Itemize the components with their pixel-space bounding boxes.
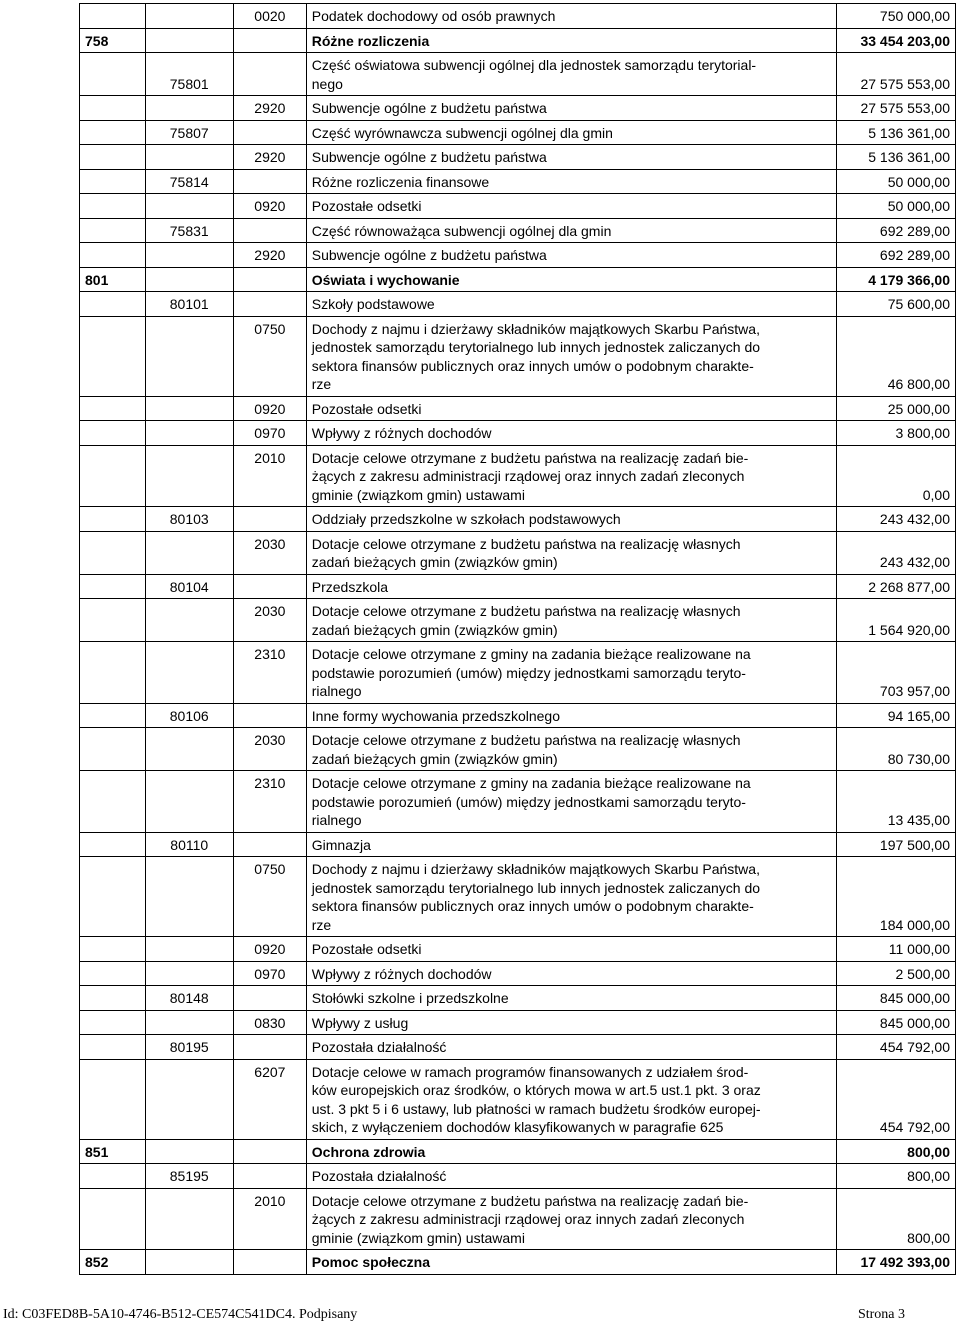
description-text: Pozostałe odsetki bbox=[311, 198, 422, 214]
dzial-cell bbox=[80, 728, 146, 771]
paragraf-cell: 0920 bbox=[233, 937, 306, 962]
dzial-cell bbox=[80, 243, 146, 268]
table-row-par bbox=[80, 421, 956, 446]
amount-cell: 46 800,00 bbox=[837, 316, 956, 396]
amount-cell: 50 000,00 bbox=[837, 194, 956, 219]
table-row-par bbox=[80, 771, 956, 833]
paragraf-cell: 2920 bbox=[233, 96, 306, 121]
dzial-cell bbox=[80, 194, 146, 219]
amount-cell: 454 792,00 bbox=[837, 1035, 956, 1060]
table-row-rozdz bbox=[80, 574, 956, 599]
amount-cell: 800,00 bbox=[837, 1188, 956, 1250]
rozdzial-cell bbox=[145, 961, 233, 986]
amount-cell: 5 136 361,00 bbox=[837, 120, 956, 145]
description-text: Dotacje celowe otrzymane z budżetu państwa na realizację własnych zadań bieżących gmin (związków gmin) bbox=[311, 535, 741, 570]
description-text: Dotacje celowe otrzymane z budżetu państwa na realizację zadań bie- żących z zakresu administracji rządowej oraz innych zadań zleconych gminie (związkom gmin) ustawami bbox=[311, 449, 749, 503]
paragraf-cell: 0970 bbox=[233, 421, 306, 446]
paragraf-cell: 2310 bbox=[233, 771, 306, 833]
rozdzial-cell: 80103 bbox=[145, 507, 233, 532]
description-text: Pozostała działalność bbox=[311, 1039, 447, 1055]
description-text: Ochrona zdrowia bbox=[311, 1143, 426, 1160]
dzial-cell bbox=[80, 507, 146, 532]
rozdzial-cell bbox=[145, 728, 233, 771]
description-cell bbox=[306, 53, 837, 96]
rozdzial-cell: 75801 bbox=[145, 53, 233, 96]
description-cell bbox=[306, 507, 837, 532]
amount-cell: 197 500,00 bbox=[837, 832, 956, 857]
paragraf-cell: 6207 bbox=[233, 1059, 306, 1139]
description-cell bbox=[306, 194, 837, 219]
table-row-par bbox=[80, 1010, 956, 1035]
table-row-rozdz bbox=[80, 703, 956, 728]
rozdzial-cell: 80104 bbox=[145, 574, 233, 599]
table-row-rozdz bbox=[80, 1164, 956, 1189]
rozdzial-cell: 80106 bbox=[145, 703, 233, 728]
paragraf-cell: 0920 bbox=[233, 396, 306, 421]
table-row-rozdz bbox=[80, 120, 956, 145]
paragraf-cell: 2010 bbox=[233, 1188, 306, 1250]
description-text: Oddziały przedszkolne w szkołach podstawowych bbox=[311, 511, 621, 527]
rozdzial-cell bbox=[145, 243, 233, 268]
amount-cell: 692 289,00 bbox=[837, 243, 956, 268]
dzial-cell bbox=[80, 986, 146, 1011]
paragraf-cell bbox=[233, 1164, 306, 1189]
description-text: Dochody z najmu i dzierżawy składników majątkowych Skarbu Państwa, jednostek samorządu terytorialnego lub innych jednostek zaliczanych do sektora finansów publicznych oraz innych umów o podobnym charakte- rze bbox=[311, 320, 761, 392]
description-cell bbox=[306, 4, 837, 29]
paragraf-cell bbox=[233, 703, 306, 728]
paragraf-cell: 0020 bbox=[233, 4, 306, 29]
table-row-par bbox=[80, 599, 956, 642]
description-cell bbox=[306, 96, 837, 121]
table-row-rozdz bbox=[80, 832, 956, 857]
description-cell bbox=[306, 1059, 837, 1139]
dzial-cell: 851 bbox=[80, 1139, 146, 1164]
paragraf-cell bbox=[233, 507, 306, 532]
dzial-cell bbox=[80, 703, 146, 728]
description-text: Subwencje ogólne z budżetu państwa bbox=[311, 247, 547, 263]
paragraf-cell: 0750 bbox=[233, 316, 306, 396]
paragraf-cell bbox=[233, 1139, 306, 1164]
rozdzial-cell: 85195 bbox=[145, 1164, 233, 1189]
table-row-dz bbox=[80, 267, 956, 292]
description-text: Subwencje ogólne z budżetu państwa bbox=[311, 100, 547, 116]
description-text: Część równoważąca subwencji ogólnej dla gmin bbox=[311, 222, 612, 239]
dzial-cell bbox=[80, 120, 146, 145]
table-row-par bbox=[80, 96, 956, 121]
amount-cell: 27 575 553,00 bbox=[837, 96, 956, 121]
amount-cell: 50 000,00 bbox=[837, 169, 956, 194]
table-row-par bbox=[80, 243, 956, 268]
table-row-dz bbox=[80, 28, 956, 53]
description-text: Dotacje celowe otrzymane z budżetu państwa na realizację własnych zadań bieżących gmin (związków gmin) bbox=[311, 732, 741, 767]
description-cell bbox=[306, 832, 837, 857]
rozdzial-cell: 75831 bbox=[145, 218, 233, 243]
description-cell bbox=[306, 642, 837, 704]
rozdzial-cell bbox=[145, 96, 233, 121]
dzial-cell bbox=[80, 316, 146, 396]
dzial-cell bbox=[80, 642, 146, 704]
rozdzial-cell bbox=[145, 642, 233, 704]
description-text: Dotacje celowe otrzymane z budżetu państwa na realizację własnych zadań bieżących gmin (związków gmin) bbox=[311, 603, 741, 638]
description-text: Podatek dochodowy od osób prawnych bbox=[311, 8, 556, 24]
amount-cell: 692 289,00 bbox=[837, 218, 956, 243]
description-text: Dochody z najmu i dzierżawy składników majątkowych Skarbu Państwa, jednostek samorządu terytorialnego lub innych jednostek zaliczanych do sektora finansów publicznych oraz innych umów o podobnym charakte- rze bbox=[311, 861, 761, 933]
description-cell bbox=[306, 421, 837, 446]
amount-cell: 845 000,00 bbox=[837, 986, 956, 1011]
description-cell bbox=[306, 574, 837, 599]
dzial-cell bbox=[80, 145, 146, 170]
paragraf-cell bbox=[233, 218, 306, 243]
table-row-rozdz bbox=[80, 169, 956, 194]
amount-cell: 800,00 bbox=[837, 1139, 956, 1164]
description-text: Różne rozliczenia finansowe bbox=[311, 173, 490, 190]
amount-cell: 454 792,00 bbox=[837, 1059, 956, 1139]
paragraf-cell: 2310 bbox=[233, 642, 306, 704]
description-text: Dotacje celowe otrzymane z gminy na zadania bieżące realizowane na podstawie porozumień (umów) między jednostkami samorządu teryto- rialnego bbox=[311, 775, 751, 828]
rozdzial-cell bbox=[145, 396, 233, 421]
description-cell bbox=[306, 531, 837, 574]
paragraf-cell bbox=[233, 1250, 306, 1275]
amount-cell: 243 432,00 bbox=[837, 531, 956, 574]
dzial-cell: 758 bbox=[80, 28, 146, 53]
dzial-cell bbox=[80, 218, 146, 243]
rozdzial-cell: 80101 bbox=[145, 292, 233, 317]
table-row-par bbox=[80, 531, 956, 574]
paragraf-cell bbox=[233, 986, 306, 1011]
description-cell bbox=[306, 445, 837, 507]
description-cell bbox=[306, 1188, 837, 1250]
rozdzial-cell bbox=[145, 4, 233, 29]
dzial-cell: 852 bbox=[80, 1250, 146, 1275]
dzial-cell bbox=[80, 96, 146, 121]
paragraf-cell: 0750 bbox=[233, 857, 306, 937]
amount-cell: 80 730,00 bbox=[837, 728, 956, 771]
description-cell bbox=[306, 396, 837, 421]
amount-cell: 13 435,00 bbox=[837, 771, 956, 833]
description-text: Wpływy z różnych dochodów bbox=[311, 425, 492, 441]
description-cell bbox=[306, 292, 837, 317]
description-text: Część wyrównawcza subwencji ogólnej dla gmin bbox=[311, 124, 613, 141]
dzial-cell bbox=[80, 53, 146, 96]
description-cell bbox=[306, 243, 837, 268]
amount-cell: 17 492 393,00 bbox=[837, 1250, 956, 1275]
table-row-dz bbox=[80, 1250, 956, 1275]
table-row-par bbox=[80, 1059, 956, 1139]
dzial-cell bbox=[80, 396, 146, 421]
rozdzial-cell bbox=[145, 771, 233, 833]
dzial-cell: 801 bbox=[80, 267, 146, 292]
dzial-cell bbox=[80, 1164, 146, 1189]
description-cell bbox=[306, 937, 837, 962]
paragraf-cell: 2030 bbox=[233, 531, 306, 574]
table-row-par bbox=[80, 194, 956, 219]
description-text: Różne rozliczenia bbox=[311, 32, 430, 49]
table-row-par bbox=[80, 316, 956, 396]
description-cell bbox=[306, 771, 837, 833]
description-text: Szkoły podstawowe bbox=[311, 296, 435, 312]
amount-cell: 33 454 203,00 bbox=[837, 28, 956, 53]
amount-cell: 0,00 bbox=[837, 445, 956, 507]
description-cell bbox=[306, 703, 837, 728]
paragraf-cell: 2030 bbox=[233, 728, 306, 771]
rozdzial-cell bbox=[145, 599, 233, 642]
amount-cell: 27 575 553,00 bbox=[837, 53, 956, 96]
document-id-text: Id: C03FED8B-5A10-4746-B512-CE574C541DC4. Podpisany bbox=[3, 1307, 358, 1322]
amount-cell: 2 268 877,00 bbox=[837, 574, 956, 599]
rozdzial-cell: 80195 bbox=[145, 1035, 233, 1060]
paragraf-cell bbox=[233, 574, 306, 599]
rozdzial-cell bbox=[145, 1059, 233, 1139]
paragraf-cell: 0970 bbox=[233, 961, 306, 986]
dzial-cell bbox=[80, 169, 146, 194]
rozdzial-cell bbox=[145, 857, 233, 937]
table-row-par bbox=[80, 396, 956, 421]
dzial-cell bbox=[80, 771, 146, 833]
dzial-cell bbox=[80, 4, 146, 29]
description-cell bbox=[306, 1164, 837, 1189]
page-footer bbox=[0, 1307, 960, 1325]
rozdzial-cell bbox=[145, 316, 233, 396]
description-text: Wpływy z usług bbox=[311, 1014, 409, 1031]
rozdzial-cell bbox=[145, 194, 233, 219]
rozdzial-cell bbox=[145, 267, 233, 292]
description-cell bbox=[306, 599, 837, 642]
amount-cell: 750 000,00 bbox=[837, 4, 956, 29]
description-cell bbox=[306, 267, 837, 292]
paragraf-cell: 0830 bbox=[233, 1010, 306, 1035]
rozdzial-cell: 80110 bbox=[145, 832, 233, 857]
dzial-cell bbox=[80, 421, 146, 446]
dzial-cell bbox=[80, 1059, 146, 1139]
paragraf-cell: 0920 bbox=[233, 194, 306, 219]
description-text: Gimnazja bbox=[311, 836, 371, 853]
paragraf-cell bbox=[233, 832, 306, 857]
amount-cell: 1 564 920,00 bbox=[837, 599, 956, 642]
amount-cell: 11 000,00 bbox=[837, 937, 956, 962]
rozdzial-cell bbox=[145, 445, 233, 507]
dzial-cell bbox=[80, 857, 146, 937]
amount-cell: 703 957,00 bbox=[837, 642, 956, 704]
table-row-rozdz bbox=[80, 986, 956, 1011]
description-cell bbox=[306, 1035, 837, 1060]
table-row-par bbox=[80, 445, 956, 507]
paragraf-cell bbox=[233, 292, 306, 317]
table-row-dz bbox=[80, 1139, 956, 1164]
paragraf-cell: 2920 bbox=[233, 243, 306, 268]
paragraf-cell bbox=[233, 1035, 306, 1060]
rozdzial-cell bbox=[145, 937, 233, 962]
amount-cell: 3 800,00 bbox=[837, 421, 956, 446]
description-cell bbox=[306, 145, 837, 170]
description-text: Część oświatowa subwencji ogólnej dla jednostek samorządu terytorial- nego bbox=[311, 57, 757, 92]
dzial-cell bbox=[80, 1010, 146, 1035]
rozdzial-cell bbox=[145, 28, 233, 53]
paragraf-cell: 2920 bbox=[233, 145, 306, 170]
rozdzial-cell bbox=[145, 1188, 233, 1250]
table-row-par bbox=[80, 961, 956, 986]
description-cell bbox=[306, 316, 837, 396]
description-cell bbox=[306, 28, 837, 53]
description-cell bbox=[306, 1010, 837, 1035]
description-cell bbox=[306, 857, 837, 937]
paragraf-cell bbox=[233, 267, 306, 292]
dzial-cell bbox=[80, 292, 146, 317]
rozdzial-cell: 75814 bbox=[145, 169, 233, 194]
rozdzial-cell bbox=[145, 145, 233, 170]
description-text: Dotacje celowe otrzymane z gminy na zadania bieżące realizowane na podstawie porozumień (umów) między jednostkami samorządu teryto- rialnego bbox=[311, 646, 751, 699]
amount-cell: 845 000,00 bbox=[837, 1010, 956, 1035]
dzial-cell bbox=[80, 574, 146, 599]
rozdzial-cell bbox=[145, 1010, 233, 1035]
dzial-cell bbox=[80, 531, 146, 574]
rozdzial-cell: 75807 bbox=[145, 120, 233, 145]
dzial-cell bbox=[80, 937, 146, 962]
amount-cell: 94 165,00 bbox=[837, 703, 956, 728]
table-row-par bbox=[80, 728, 956, 771]
amount-cell: 75 600,00 bbox=[837, 292, 956, 317]
table-row-par bbox=[80, 857, 956, 937]
description-text: Stołówki szkolne i przedszkolne bbox=[311, 990, 509, 1006]
rozdzial-cell: 80148 bbox=[145, 986, 233, 1011]
rozdzial-cell bbox=[145, 1250, 233, 1275]
description-cell bbox=[306, 1139, 837, 1164]
table-row-par bbox=[80, 642, 956, 704]
table-row-rozdz bbox=[80, 507, 956, 532]
amount-cell: 5 136 361,00 bbox=[837, 145, 956, 170]
dzial-cell bbox=[80, 1035, 146, 1060]
description-cell bbox=[306, 1250, 837, 1275]
description-cell bbox=[306, 961, 837, 986]
dzial-cell bbox=[80, 961, 146, 986]
table-row-rozdz bbox=[80, 218, 956, 243]
description-cell bbox=[306, 169, 837, 194]
amount-cell: 800,00 bbox=[837, 1164, 956, 1189]
amount-cell: 25 000,00 bbox=[837, 396, 956, 421]
description-cell bbox=[306, 986, 837, 1011]
table-row-par bbox=[80, 1188, 956, 1250]
description-text: Pomoc społeczna bbox=[311, 1254, 431, 1270]
budget-income-table bbox=[79, 3, 956, 1275]
budget-table-body bbox=[80, 4, 956, 1275]
amount-cell: 4 179 366,00 bbox=[837, 267, 956, 292]
rozdzial-cell bbox=[145, 421, 233, 446]
table-row-par bbox=[80, 4, 956, 29]
description-text: Subwencje ogólne z budżetu państwa bbox=[311, 149, 547, 165]
paragraf-cell bbox=[233, 53, 306, 96]
amount-cell: 243 432,00 bbox=[837, 507, 956, 532]
amount-cell: 184 000,00 bbox=[837, 857, 956, 937]
amount-cell: 2 500,00 bbox=[837, 961, 956, 986]
description-text: Pozostałe odsetki bbox=[311, 400, 422, 417]
description-text: Pozostałe odsetki bbox=[311, 941, 422, 957]
paragraf-cell bbox=[233, 120, 306, 145]
description-text: Wpływy z różnych dochodów bbox=[311, 965, 492, 982]
table-row-rozdz bbox=[80, 1035, 956, 1060]
description-cell bbox=[306, 218, 837, 243]
paragraf-cell bbox=[233, 28, 306, 53]
dzial-cell bbox=[80, 599, 146, 642]
dzial-cell bbox=[80, 445, 146, 507]
description-cell bbox=[306, 728, 837, 771]
table-row-par bbox=[80, 937, 956, 962]
description-text: Pozostała działalność bbox=[311, 1168, 447, 1184]
rozdzial-cell bbox=[145, 531, 233, 574]
description-text: Dotacje celowe otrzymane z budżetu państwa na realizację zadań bie- żących z zakresu administracji rządowej oraz innych zadań zleconych gminie (związkom gmin) ustawami bbox=[311, 1192, 749, 1246]
paragraf-cell bbox=[233, 169, 306, 194]
table-row-rozdz bbox=[80, 53, 956, 96]
description-text: Inne formy wychowania przedszkolnego bbox=[311, 707, 561, 724]
page-number: Strona 3 bbox=[857, 1307, 905, 1322]
dzial-cell bbox=[80, 1188, 146, 1250]
table-row-par bbox=[80, 145, 956, 170]
description-cell bbox=[306, 120, 837, 145]
paragraf-cell: 2030 bbox=[233, 599, 306, 642]
description-text: Oświata i wychowanie bbox=[311, 271, 460, 288]
table-row-rozdz bbox=[80, 292, 956, 317]
paragraf-cell: 2010 bbox=[233, 445, 306, 507]
rozdzial-cell bbox=[145, 1139, 233, 1164]
description-text: Dotacje celowe w ramach programów finansowanych z udziałem środ- ków europejskich oraz środków, o których mowa w art.5 ust.1 pkt. 3 oraz ust. 3 pkt 5 i 6 ustawy, lub płatności w ramach budżetu środków europej- skich, z wyłączeniem dochodów klasyfikowanych w paragrafie 625 bbox=[311, 1063, 761, 1135]
dzial-cell bbox=[80, 832, 146, 857]
description-text: Przedszkola bbox=[311, 578, 389, 595]
